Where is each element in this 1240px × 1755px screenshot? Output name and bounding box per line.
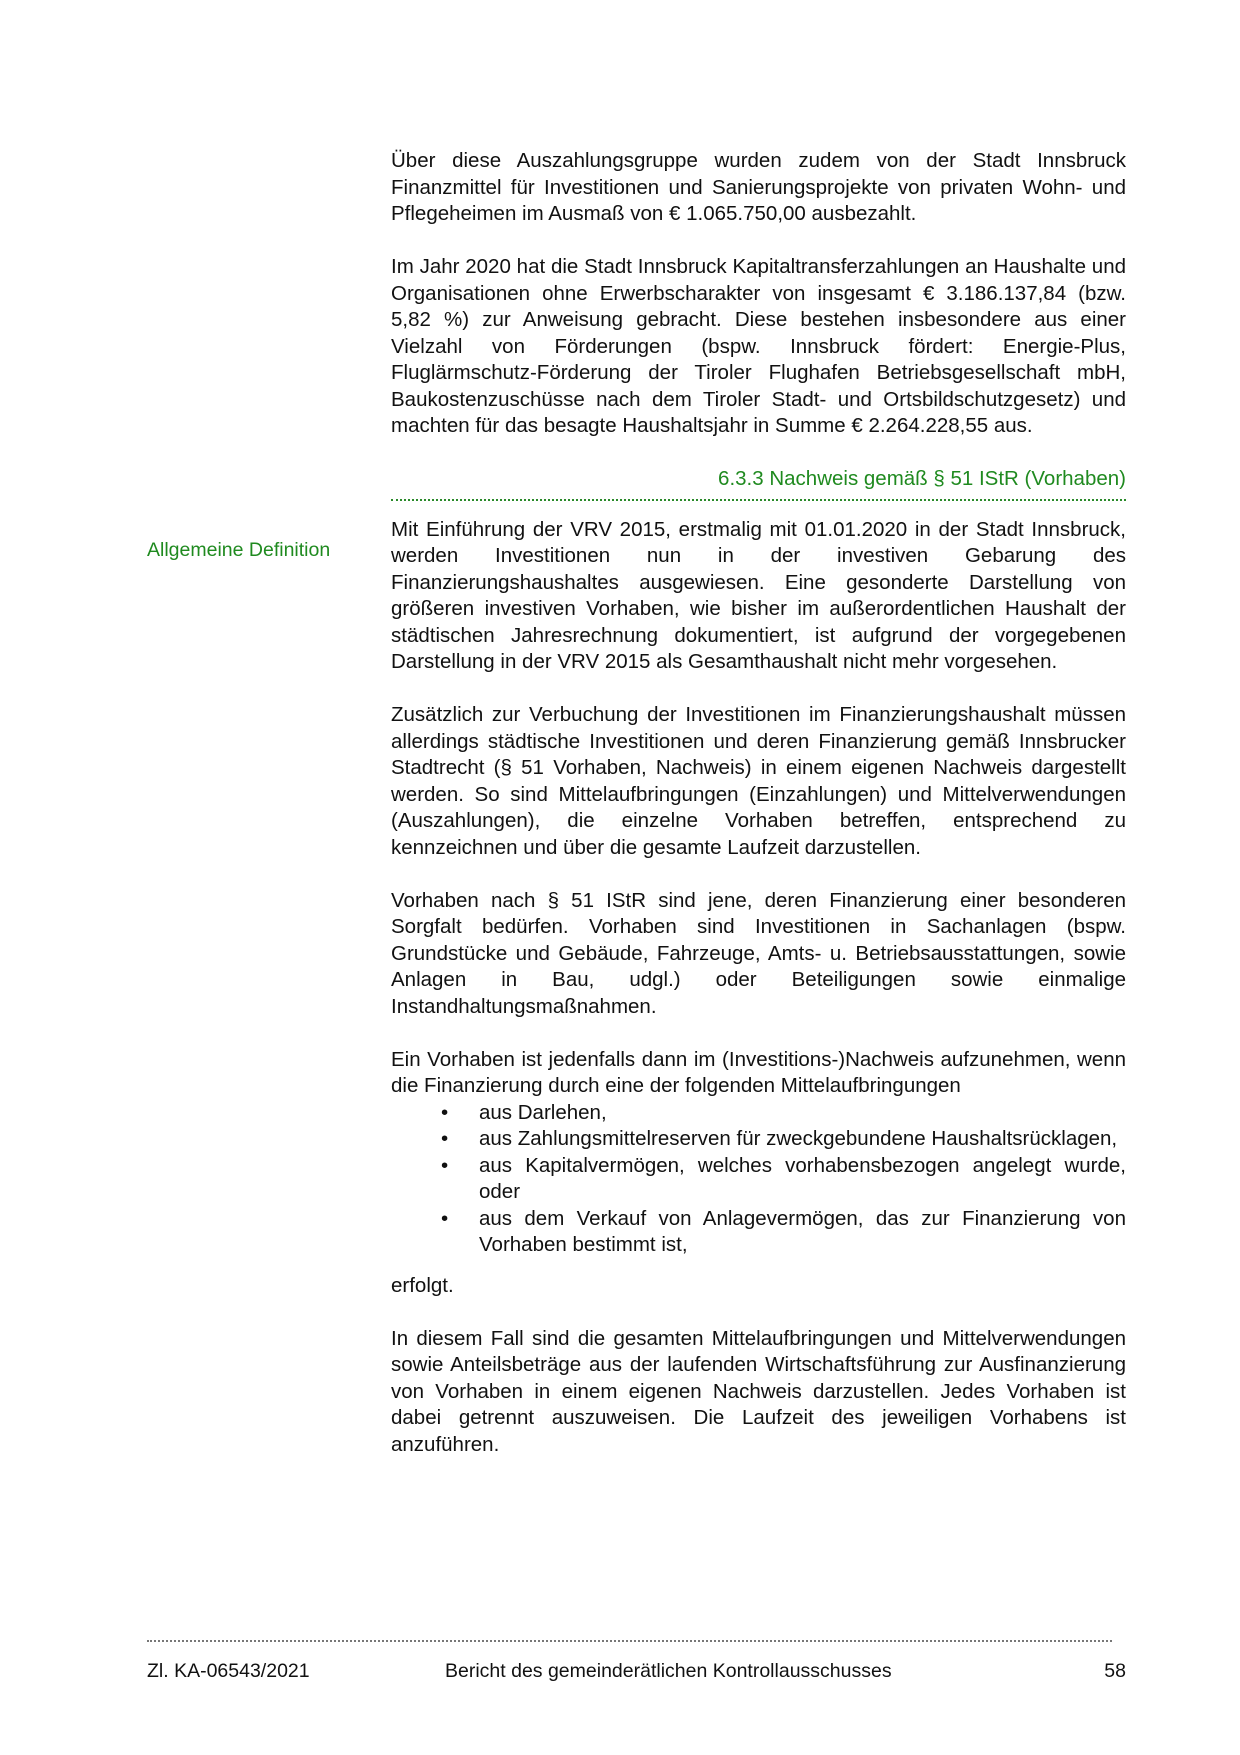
paragraph: Zusätzlich zur Verbuchung der Investitionen im Finanzierungshaushalt müssen allerdings städtische Investitionen und deren Finanzierung gemäß Innsbrucker Stadtrecht (§ 51 Vorhaben, Nachweis) in einem eigenen Nachweis dargestellt werden. So sind Mittelaufbringungen (Einzahlungen) und Mittelverwendungen (Auszahlungen), die einzelne Vorhaben betreffen, entsprechend zu kennzeichnen und über die gesamte Laufzeit darzustellen. <box>391 703 1126 859</box>
list-item: • aus Kapitalvermögen, welches vorhabensbezogen angelegt wurde, oder <box>479 1153 1126 1206</box>
list-item: • aus Darlehen, <box>479 1100 1126 1127</box>
paragraph: Mit Einführung der VRV 2015, erstmalig mit 01.01.2020 in der Stadt Innsbruck, werden Investitionen nun in der investiven Gebarung des Finanzierungshaushaltes ausgewiesen. Eine gesonderte Darstellung von größeren investiven Vorhaben, wie bisher im außerordentlichen Haushalt der städtischen Jahresrechnung dokumentiert, ist aufgrund der vorgegebenen Darstellung in der VRV 2015 als Gesamthaushalt nicht mehr vorgesehen. <box>391 517 1126 673</box>
bullet-list <box>391 1100 1126 1259</box>
page-number: 58 <box>1104 1660 1126 1682</box>
paragraph: Im Jahr 2020 hat die Stadt Innsbruck Kapitaltransferzahlungen an Haushalte und Organisationen ohne Erwerbscharakter von insgesamt € 3.186.137,84 (bzw. 5,82 %) zur Anweisung gebracht. Diese bestehen insbesondere aus einer Vielzahl von Förderungen (bspw. Innsbruck fördert: Energie-Plus, Fluglärmschutz-Förderung der Tiroler Flughafen Betriebsgesellschaft mbH, Baukostenzuschüsse nach dem Tiroler Stadt- und Ortsbildschutzgesetz) und machten für das besagte Haushaltsjahr in Summe € 2.264.228,55 aus. <box>391 255 1126 437</box>
paragraph: erfolgt. <box>391 1273 454 1297</box>
margin-label: Allgemeine Definition <box>147 539 331 561</box>
body-text <box>391 148 1126 1485</box>
list-item: • aus Zahlungsmittelreserven für zweckgebundene Haushaltsrücklagen, <box>479 1126 1126 1153</box>
paragraph: Über diese Auszahlungsgruppe wurden zudem von der Stadt Innsbruck Finanzmittel für Investitionen und Sanierungsprojekte von privaten Wohn- und Pflegeheimen im Ausmaß von € 1.065.750,00 ausbezahlt. <box>391 149 1126 225</box>
paragraph: Ein Vorhaben ist jedenfalls dann im (Investitions-)Nachweis aufzunehmen, wenn die Finanzierung durch eine der folgenden Mittelaufbringungen <box>391 1047 1126 1097</box>
section-heading: 6.3.3 Nachweis gemäß § 51 IStR (Vorhaben) <box>391 466 1126 501</box>
list-item: • aus dem Verkauf von Anlagevermögen, das zur Finanzierung von Vorhaben bestimmt ist, <box>479 1206 1126 1259</box>
footer-title: Bericht des gemeinderätlichen Kontrollausschusses <box>445 1660 892 1682</box>
paragraph: Vorhaben nach § 51 IStR sind jene, deren Finanzierung einer besonderen Sorgfalt bedürfen. Vorhaben sind Investitionen in Sachanlagen (bspw. Grundstücke und Gebäude, Fahrzeuge, Amts- u. Betriebsausstattungen, sowie Anlagen in Bau, udgl.) oder Beteiligungen sowie einmalige Instandhaltungsmaßnahmen. <box>391 888 1126 1018</box>
footer-reference: Zl. KA-06543/2021 <box>147 1660 310 1682</box>
footer-divider <box>147 1640 1112 1642</box>
paragraph: In diesem Fall sind die gesamten Mittelaufbringungen und Mittelverwendungen sowie Anteilsbeträge aus der laufenden Wirtschaftsführung zur Ausfinanzierung von Vorhaben in einem eigenen Nachweis darzustellen. Jedes Vorhaben ist dabei getrennt auszuweisen. Die Laufzeit des jeweiligen Vorhabens ist anzuführen. <box>391 1326 1126 1456</box>
